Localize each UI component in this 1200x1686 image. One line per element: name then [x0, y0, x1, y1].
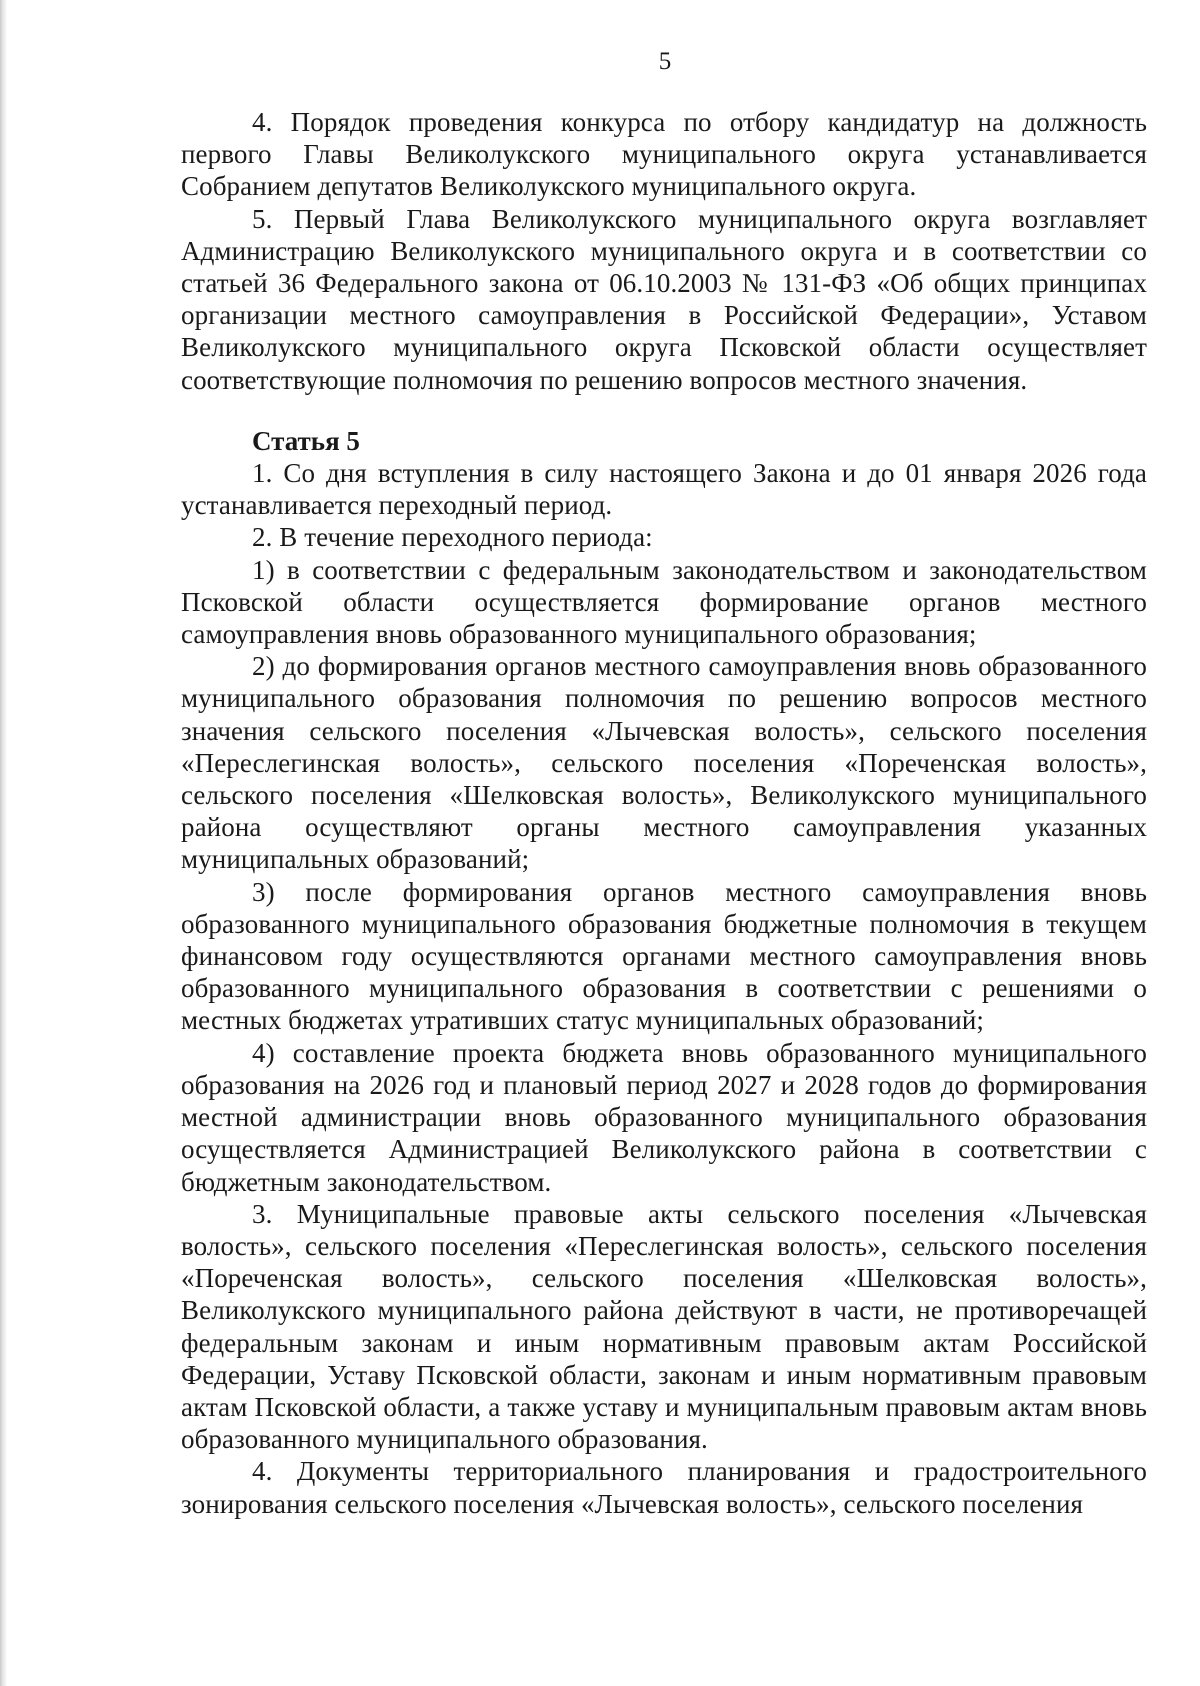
article-subitem-2: 2) до формирования органов местного самоуправления вновь образованного муниципального образования полномочия по решению вопросов местного значения сельского поселения «Лычевская волость», сельского поселения «Переслегинская волость», сельского поселения «Пореченская волость», сельского поселения «Шелковская волость», Великолукского муниципального района осуществляют органы местного самоуправления указанных муниципальных образований; [181, 651, 1147, 875]
article-paragraph-1: 1. Со дня вступления в силу настоящего Закона и до 01 января 2026 года устанавливается переходный период. [181, 458, 1147, 521]
paragraph-5-first-head: 5. Первый Глава Великолукского муниципального округа возглавляет Администрацию Великолукского муниципального округа и в соответствии со статьей 36 Федерального закона от 06.10.2003 № 131-ФЗ «Об общих принципах организации местного самоуправления в Российской Федерации», Уставом Великолукского муниципального округа Псковской области осуществляет соответствующие полномочия по решению вопросов местного значения. [181, 203, 1147, 395]
article-subitem-1: 1) в соответствии с федеральным законодательством и законодательством Псковской области осуществляется формирование органов местного самоуправления вновь образованного муниципального образования; [181, 554, 1147, 650]
scan-edge-shadow [0, 0, 7, 1686]
article-paragraph-4: 4. Документы территориального планирования и градостроительного зонирования сельского поселения «Лычевская волость», сельского поселения [181, 1456, 1147, 1519]
page-number: 5 [658, 48, 672, 75]
document-body [181, 106, 1147, 1520]
article-heading: Статья 5 [252, 425, 360, 456]
paragraph-4-contest-procedure: 4. Порядок проведения конкурса по отбору кандидатур на должность первого Главы Великолукского муниципального округа устанавливается Собранием депутатов Великолукского муниципального округа. [181, 107, 1147, 202]
article-subitem-3: 3) после формирования органов местного самоуправления вновь образованного муниципального образования бюджетные полномочия в текущем финансовом году осуществляются органами местного самоуправления вновь образованного муниципального образования в соответствии с решениями о местных бюджетах утративших статус муниципальных образований; [181, 876, 1147, 1036]
article-subitem-4: 4) составление проекта бюджета вновь образованного муниципального образования на 2026 год и плановый период 2027 и 2028 годов до формирования местной администрации вновь образованного муниципального образования осуществляется Администрацией Великолукского района в соответствии с бюджетным законодательством. [181, 1037, 1147, 1197]
article-paragraph-3: 3. Муниципальные правовые акты сельского поселения «Лычевская волость», сельского поселения «Переслегинская волость», сельского поселения «Пореченская волость», сельского поселения «Шелковская волость», Великолукского муниципального района действуют в части, не противоречащей федеральным законам и иным нормативным правовым актам Российской Федерации, Уставу Псковской области, законам и иным нормативным правовым актам Псковской области, а также уставу и муниципальным правовым актам вновь образованного муниципального образования. [181, 1198, 1147, 1455]
article-paragraph-2: 2. В течение переходного периода: [252, 522, 653, 553]
